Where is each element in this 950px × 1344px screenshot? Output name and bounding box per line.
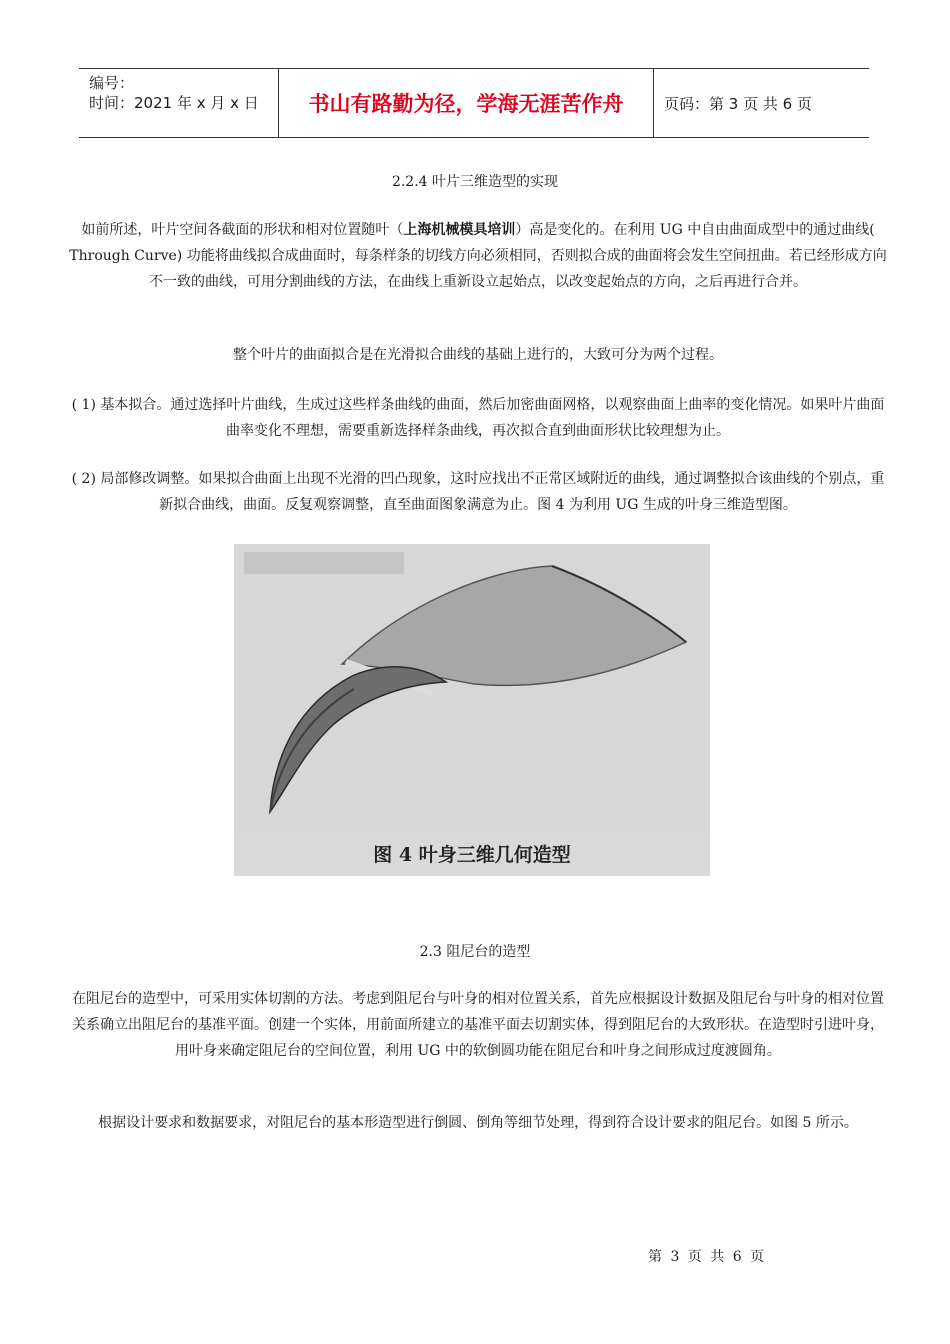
number-label: 编号：	[89, 74, 135, 92]
intro-text-2: ）高是变化的。在利用 UG 中自由曲面成型中的通过曲线( Through Curve) 功能将曲线拟合成曲面时，每条样条的切线方向必须相同，否则拟合成的曲面将会发生空间扭曲。若已经形成方向不一致的曲线，可用分割曲线的方法，在曲线上重新设立起始点，以改变起始点的方向，之后再进行合并。	[69, 222, 887, 290]
figure-blade-3d	[234, 544, 710, 876]
page-header	[79, 68, 869, 138]
page-footer: 第 3 页 共 6 页	[648, 1249, 767, 1265]
section-title-224: 2.2.4 叶片三维造型的实现	[391, 174, 559, 190]
header-meta	[79, 69, 279, 137]
header-motto: 书山有路勤为径，学海无涯苦作舟	[279, 69, 654, 137]
header-page-code: 页码：第 3 页 共 6 页	[664, 94, 812, 113]
paragraph-basic-fitting: ( 1) 基本拟合。通过选择叶片曲线，生成过这些样条曲线的曲面，然后加密曲面网格，以观察曲面上曲率的变化情况。如果叶片曲面曲率变化不理想，需要重新选择样条曲线，再次拟合直到曲面形状比较理想为止。	[71, 397, 885, 439]
blurred-label-bar	[244, 552, 404, 574]
figure-caption: 图 4 叶身三维几何造型	[373, 844, 571, 866]
paragraph-224-overview: 整个叶片的曲面拟合是在光滑拟合曲线的基础上进行的，大致可分为两个过程。	[233, 347, 723, 363]
training-link-text: 上海机械模具培训	[403, 222, 516, 238]
section-title-23: 2.3 阻尼台的造型	[419, 944, 531, 960]
paragraph-23-details: 根据设计要求和数据要求，对阻尼台的基本形造型进行倒圆、倒角等细节处理，得到符合设计要求的阻尼台。如图 5 所示。	[98, 1115, 858, 1131]
blade-render-image	[234, 544, 710, 834]
time-label: 时间：2021 年 x 月 x 日	[89, 94, 259, 112]
intro-text-1: 如前所述，叶片空间各截面的形状和相对位置随叶（	[81, 222, 404, 238]
paragraph-local-adjust: ( 2) 局部修改调整。如果拟合曲面上出现不光滑的凹凸现象，这时应找出不正常区域附近的曲线，通过调整拟合该曲线的个别点，重新拟合曲线，曲面。反复观察调整，直至曲面图象满意为止。图 4 为利用 UG 生成的叶身三维造型图。	[71, 471, 885, 513]
paragraph-224-intro	[66, 217, 890, 295]
paragraph-23-method: 在阻尼台的造型中，可采用实体切割的方法。考虑到阻尼台与叶身的相对位置关系，首先应根据设计数据及阻尼台与叶身的相对位置关系确立出阻尼台的基准平面。创建一个实体，用前面所建立的基准平面去切割实体，得到阻尼台的大致形状。在造型时引进叶身，用叶身来确定阻尼台的空间位置，利用 UG 中的软倒圆功能在阻尼台和叶身之间形成过度渡圆角。	[72, 991, 884, 1059]
